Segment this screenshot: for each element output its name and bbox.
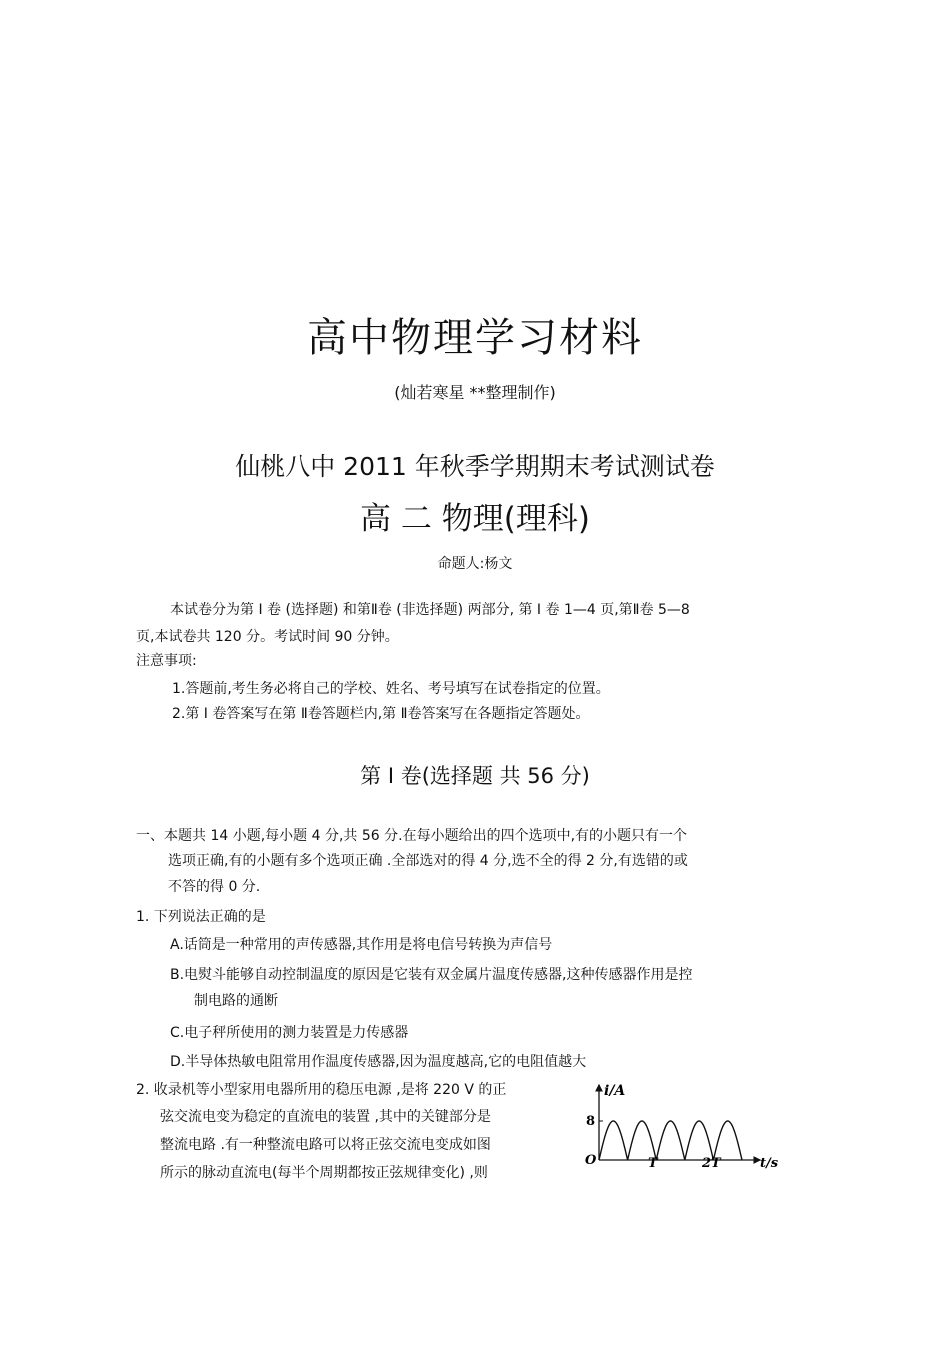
rectified-current-chart <box>575 1075 790 1175</box>
q2-line-2: 弦交流电变为稳定的直流电的装置 ,其中的关键部分是 <box>160 1109 491 1125</box>
section-title: 第 I 卷(选择题 共 56 分) <box>360 764 590 788</box>
note-2: 2.第 I 卷答案写在第 Ⅱ卷答题栏内,第 Ⅱ卷答案写在各题指定答题处。 <box>172 706 590 722</box>
q2-line-4: 所示的脉动直流电(每半个周期都按正弦规律变化) ,则 <box>160 1165 488 1181</box>
exam-subtitle: 高 二 物理(理科) <box>360 501 590 537</box>
exam-title: 仙桃八中 2011 年秋季学期期末考试测试卷 <box>235 452 715 481</box>
x-tick-label-2T: 2T <box>702 1156 721 1171</box>
intro-line-2: 页,本试卷共 120 分。考试时间 90 分钟。 <box>136 629 399 645</box>
intro-line-1: 本试卷分为第 I 卷 (选择题) 和第Ⅱ卷 (非选择题) 两部分, 第 I 卷 1—4 页,第Ⅱ卷 5—8 <box>170 602 690 618</box>
main-title: 高中物理学习材料 <box>307 315 643 361</box>
note-1: 1.答题前,考生务必将自己的学校、姓名、考号填写在试卷指定的位置。 <box>172 681 610 697</box>
section-instr-line-1: 一、本题共 14 小题,每小题 4 分,共 56 分.在每小题给出的四个选项中,有的小题只有一个 <box>136 828 688 844</box>
x-axis-label: t/s <box>760 1156 779 1171</box>
y-tick-label: 8 <box>586 1114 596 1129</box>
origin-label: O <box>585 1153 597 1168</box>
q1-option-a: A.话筒是一种常用的声传感器,其作用是将电信号转换为声信号 <box>170 937 553 953</box>
x-tick-label-T: T <box>648 1156 658 1171</box>
q1-option-b-cont: 制电路的通断 <box>194 993 278 1009</box>
q1-option-d: D.半导体热敏电阻常用作温度传感器,因为温度越高,它的电阻值越大 <box>170 1054 587 1070</box>
q1-option-b: B.电熨斗能够自动控制温度的原因是它装有双金属片温度传感器,这种传感器作用是控 <box>170 967 693 983</box>
rectified-sine-wave <box>599 1121 742 1160</box>
subtitle: (灿若寒星 **整理制作) <box>394 383 556 402</box>
y-axis-label: i/A <box>604 1083 626 1099</box>
q1-stem: 1. 下列说法正确的是 <box>136 909 266 925</box>
author-line: 命题人:杨文 <box>437 556 513 572</box>
section-instr-line-2: 选项正确,有的小题有多个选项正确 .全部选对的得 4 分,选不全的得 2 分,有选错的或 <box>168 853 688 869</box>
notes-label: 注意事项: <box>136 653 197 669</box>
q2-line-3: 整流电路 .有一种整流电路可以将正弦交流电变成如图 <box>160 1137 491 1153</box>
section-instr-line-3: 不答的得 0 分. <box>168 879 261 895</box>
q1-option-c: C.电子秤所使用的测力装置是力传感器 <box>170 1025 409 1041</box>
q2-line-1: 2. 收录机等小型家用电器所用的稳压电源 ,是将 220 V 的正 <box>136 1082 507 1098</box>
